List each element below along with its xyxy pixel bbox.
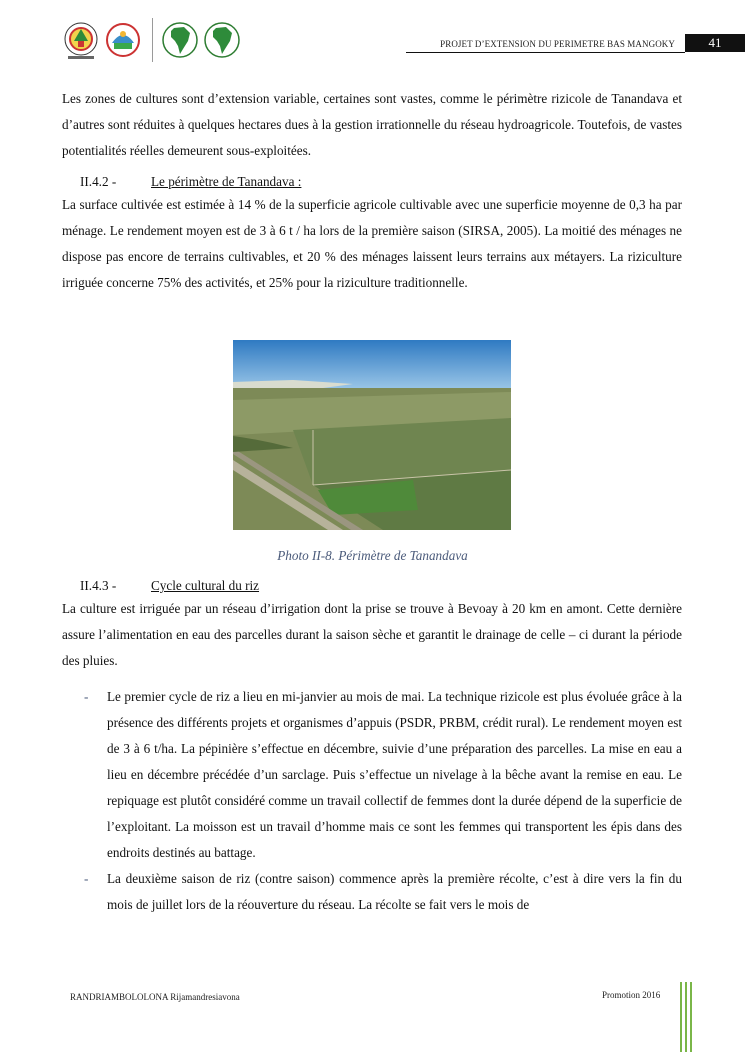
- footer-author: RANDRIAMBOLOLONA Rijamandresiavona: [70, 992, 240, 1002]
- header-title: PROJET D’EXTENSION DU PERIMETRE BAS MANGOKY: [440, 39, 675, 49]
- footer-decorative-bars: [680, 982, 695, 1052]
- section-title: Le périmètre de Tanandava :: [151, 174, 302, 189]
- footer-promotion: Promotion 2016: [602, 990, 661, 1000]
- section-number: II.4.3 -: [80, 578, 117, 593]
- list-item: [62, 866, 682, 918]
- footer-bar: [685, 982, 687, 1052]
- main-content-lower: [62, 576, 682, 918]
- aerial-photo-image: [233, 340, 511, 530]
- bullet-marker: -: [84, 871, 89, 886]
- header-rule: [406, 52, 685, 53]
- footer-bar: [690, 982, 692, 1052]
- page-number: 41: [685, 34, 745, 52]
- african-development-fund-logo: [203, 19, 241, 61]
- section-number: II.4.2 -: [80, 174, 117, 189]
- african-development-bank-logo: [161, 19, 199, 61]
- list-item-text: La deuxième saison de riz (contre saison) commence après la première récolte, c’est à dire vers la fin du mois de juillet lors de la réouverture du réseau. La récolte se fait vers le mois de: [107, 871, 682, 912]
- tanandava-paragraph: La surface cultivée est estimée à 14 % de la superficie agricole cultivable avec une superficie moyenne de 0,3 ha par ménage. Le rendement moyen est de 3 à 6 t / ha lors de la première saison (SIRSA, 2005). La moitié des ménages ne dispose pas encore de terrains cultivables, et 20 % des ménages laissent leurs terrains aux métayers. La riziculture irriguée concerne 75% des activités, et 25% pour la riziculture traditionnelle.: [62, 197, 682, 290]
- list-item-text: Le premier cycle de riz a lieu en mi-janvier au mois de mai. La technique rizicole est plus évoluée grâce à la présence des différents projets et organismes d’appuis (PSDR, PRBM, crédit rural). Le rendement moyen est de 3 à 6 t/ha. La pépinière s’effectue en décembre, suivie d’une préparation des parcelles. La mise en eau a lieu en décembre précédée d’un sarclage. Puis s’effectue un nivelage à la bêche avant la remise en eau. Le repiquage est plutôt considéré comme un travail collectif de femmes dont la durée dépend de la superficie de l’exploitant. La moisson est un travail d’homme mais ce sont les femmes qui transportent les épis dans des endroits destinés au battage.: [107, 689, 682, 860]
- aerial-photo: [233, 340, 511, 530]
- bullet-marker: -: [84, 689, 89, 704]
- cycle-paragraph: La culture est irriguée par un réseau d’irrigation dont la prise se trouve à Bevoay à 20 km en amont. Cette dernière assure l’alimentation en eau des parcelles durant la saison sèche et garantit le drainage de celle – ci durant la période des pluies.: [62, 601, 682, 668]
- header-logos: [62, 16, 245, 64]
- logo-divider: [152, 18, 153, 62]
- main-content: [62, 86, 682, 296]
- list-item: [62, 684, 682, 866]
- photo-caption: Photo II-8. Périmètre de Tanandava: [277, 548, 468, 563]
- section-title: Cycle cultural du riz: [151, 578, 260, 593]
- section-heading-cycle: [80, 576, 682, 596]
- intro-paragraph: Les zones de cultures sont d’extension variable, certaines sont vastes, comme le périmètre rizicole de Tanandava et d’autres sont réduites à quelques hectares dues à la gestion irrationnelle du réseau hydroagricole. Toutefois, de vastes potentialités réelles demeurent sous-exploitées.: [62, 91, 682, 158]
- university-logo: [62, 19, 100, 61]
- faculty-logo: [104, 19, 142, 61]
- cycle-bullet-list: [62, 684, 682, 918]
- footer-bar: [680, 982, 682, 1052]
- section-heading-tanandava: [80, 172, 682, 192]
